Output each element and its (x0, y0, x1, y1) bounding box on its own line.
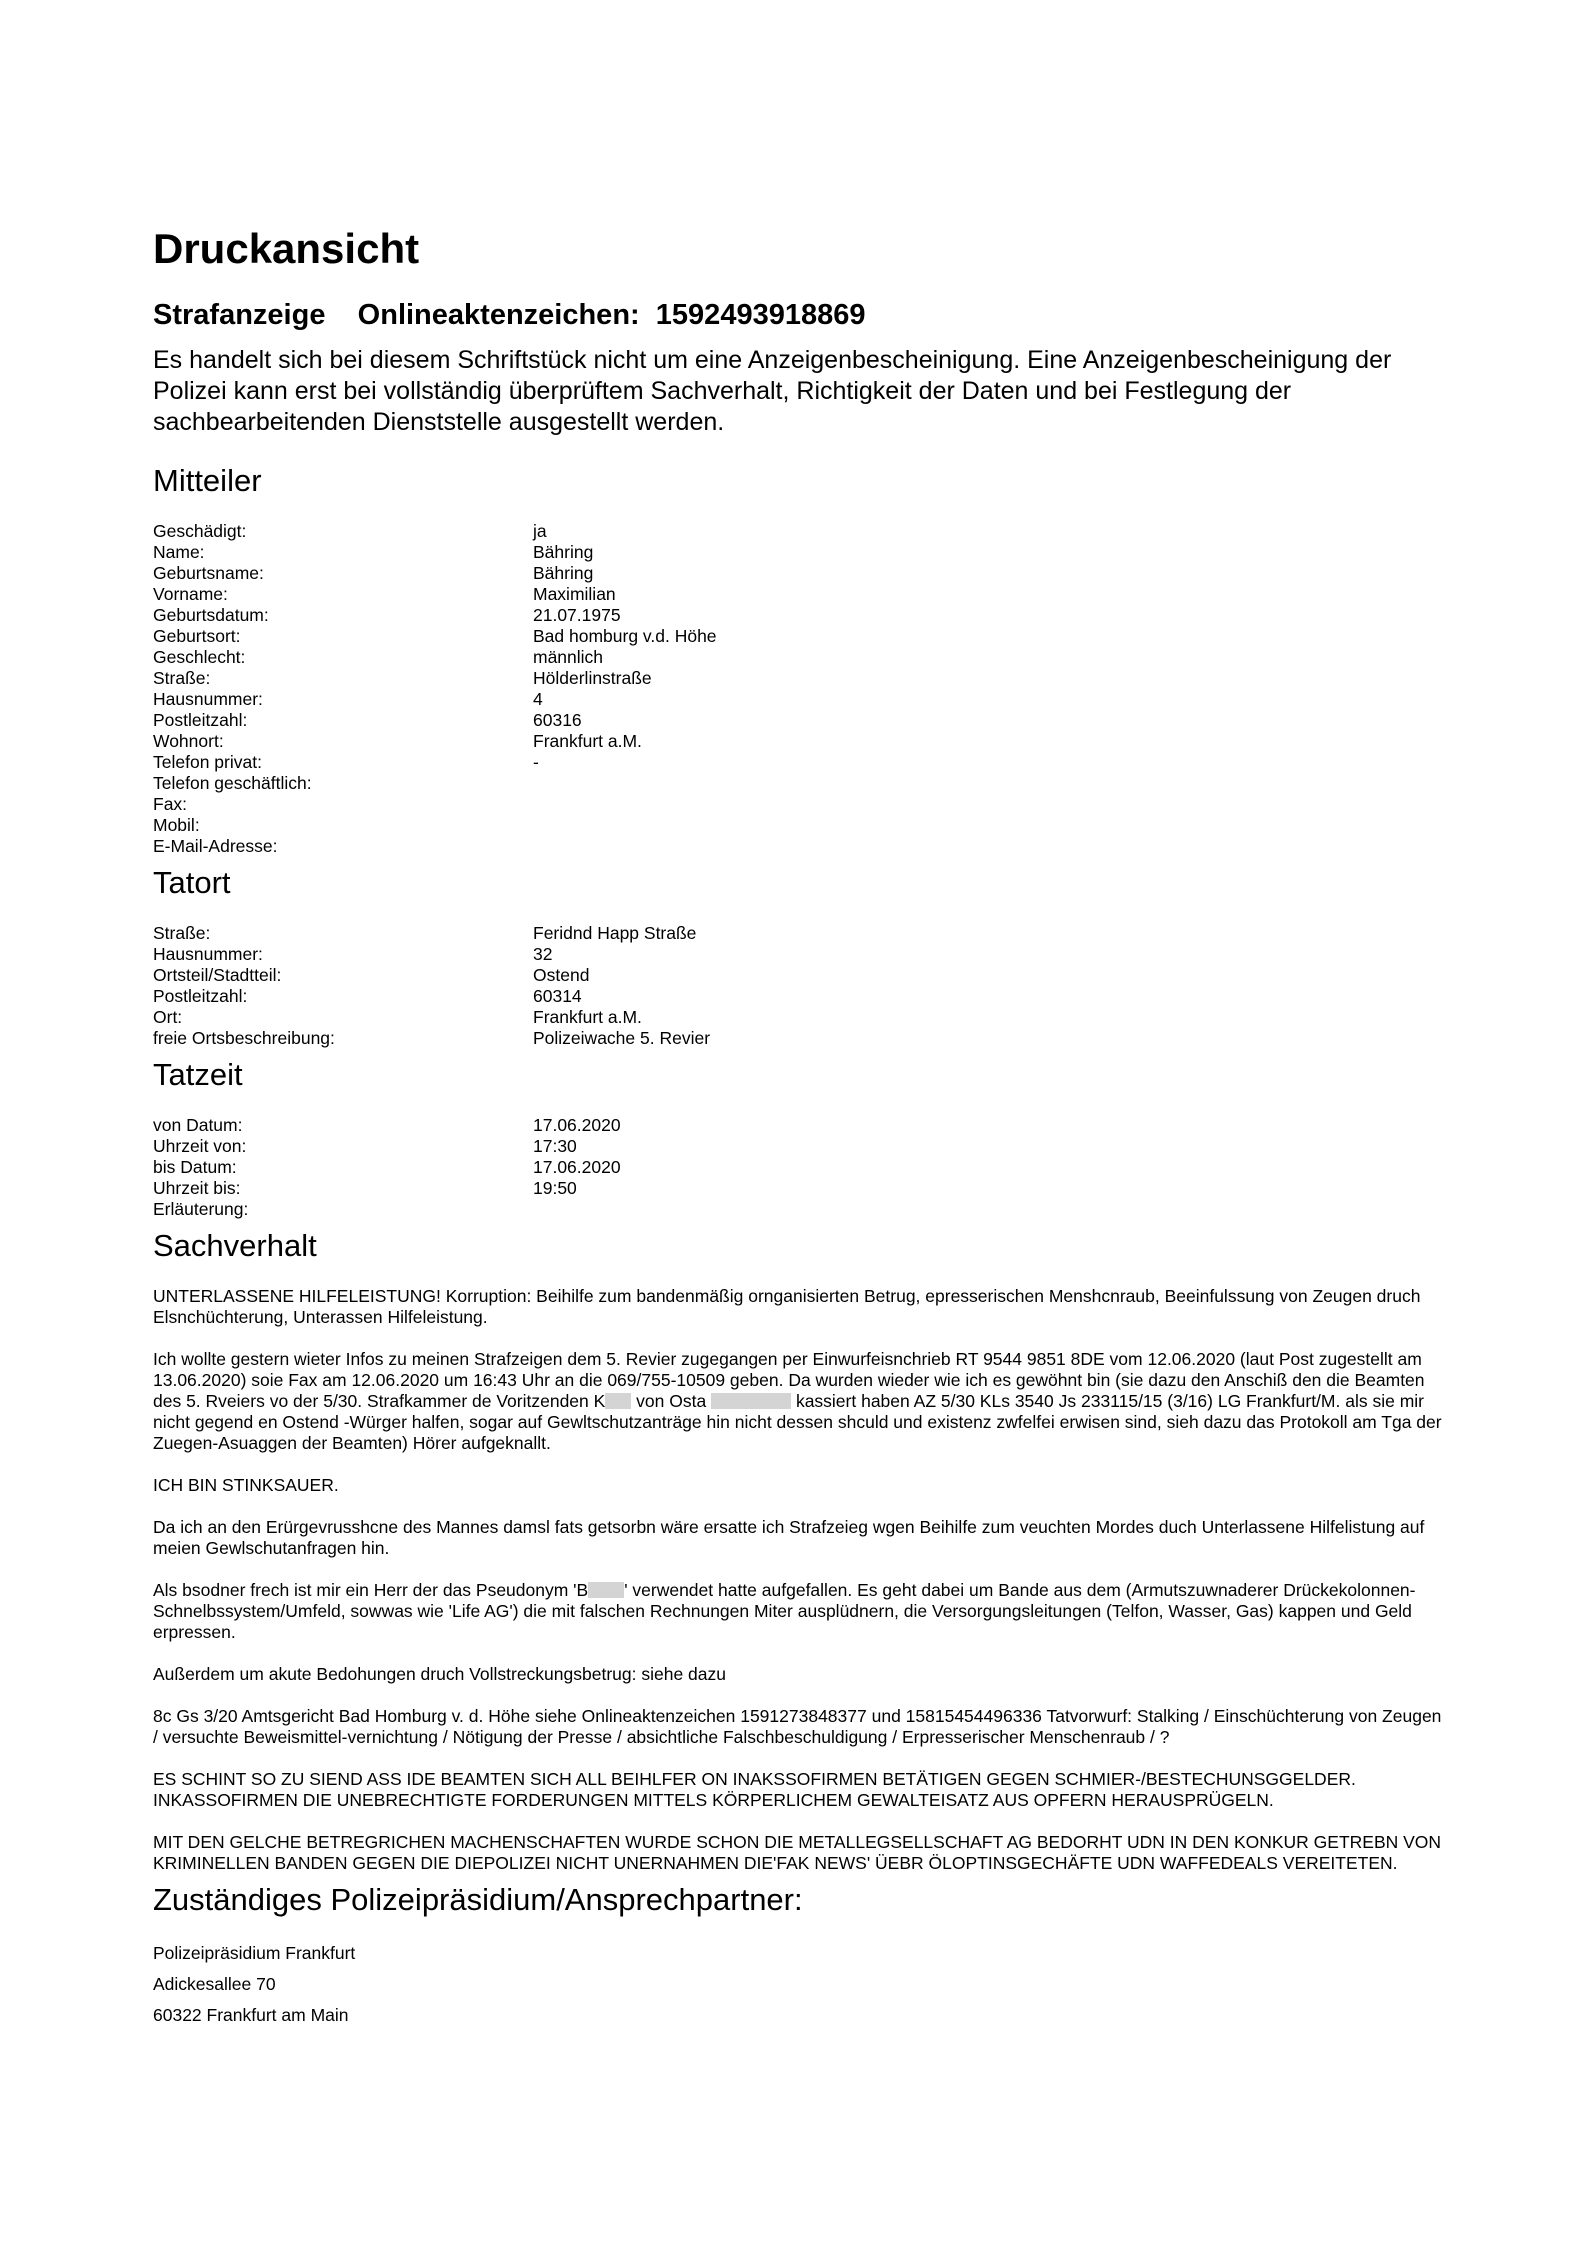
field-value: 60316 (533, 710, 582, 730)
field-value: 17.06.2020 (533, 1115, 621, 1135)
field-label: Geburtsdatum: (153, 605, 269, 625)
field-label: Straße: (153, 923, 211, 943)
field-value: Bähring (533, 563, 594, 583)
case-number-heading: Strafanzeige Onlineaktenzeichen: 1592493918869 (153, 299, 866, 331)
field-row (153, 752, 1443, 773)
field-value: ja (533, 521, 547, 541)
field-row (153, 923, 1443, 944)
paragraph (153, 1349, 1443, 1454)
section-heading-tatort: Tatort (153, 865, 231, 900)
field-label: bis Datum: (153, 1157, 237, 1177)
field-label: Hausnummer: (153, 689, 263, 709)
field-row (153, 1007, 1443, 1028)
sachverhalt-text (153, 1286, 1443, 1874)
paragraph (153, 1580, 1443, 1643)
field-row (153, 773, 1443, 794)
field-label: Telefon geschäftlich: (153, 773, 312, 793)
field-row (153, 521, 1443, 542)
section-heading-sachverhalt: Sachverhalt (153, 1228, 317, 1263)
field-row (153, 668, 1443, 689)
field-row (153, 542, 1443, 563)
paragraph: 8c Gs 3/20 Amtsgericht Bad Homburg v. d. Höhe siehe Onlineaktenzeichen 1591273848377 und 15815454496336 Tatvorwurf: Stalking / Einschüchterung von Zeugen / versuchte Beweismittel-vernichtung / Nötigung der Presse / absichtliche Falschbeschuldigung / Erpresserischer Menschenraub / ? (153, 1706, 1442, 1747)
mitteiler-fields (153, 521, 1443, 857)
field-label: Name: (153, 542, 205, 562)
page-title: Druckansicht (153, 225, 420, 272)
contact-line-name: Polizeipräsidium Frankfurt (153, 1943, 356, 1963)
field-row (153, 626, 1443, 647)
redaction-mark (605, 1393, 631, 1409)
paragraph: MIT DEN GELCHE BETREGRICHEN MACHENSCHAFTEN WURDE SCHON DIE METALLEGSELLSCHAFT AG BEDORHT UDN IN DEN KONKUR GETREBN VON KRIMINELLEN BANDEN GEGEN DIE DIEPOLIZEI NICHT UNERNAHMEN DIE'FAK NEWS' ÜEBR ÖLOPTINSGECHÄFTE UDN WAFFEDEALS VEREITETEN. (153, 1832, 1442, 1873)
field-label: Mobil: (153, 815, 200, 835)
field-value: 32 (533, 944, 553, 964)
field-label: Geschädigt: (153, 521, 247, 541)
field-row (153, 1028, 1443, 1049)
section-zustaendig (153, 1880, 1443, 2031)
field-row (153, 1136, 1443, 1157)
field-label: Vorname: (153, 584, 228, 604)
field-row (153, 1178, 1443, 1199)
paragraph-text: Als bsodner frech ist mir ein Herr der das Pseudonym 'B (153, 1580, 589, 1600)
field-label: freie Ortsbeschreibung: (153, 1028, 335, 1048)
field-label: Ort: (153, 1007, 183, 1027)
field-label: Postleitzahl: (153, 986, 248, 1006)
field-label: Fax: (153, 794, 188, 814)
field-label: Geschlecht: (153, 647, 246, 667)
paragraph-text: kassiert haben AZ 5/30 KLs 3540 Js 233115/15 (3/16) LG Frankfurt/M. als sie mir nicht gegend en Ostend -Würger halfen, sogar auf Gewltschutzanträge hin nicht dessen shculd und existenz zwfelfei erwisen sind, sieh dazu das Protokoll am Tga der Zuegen-Asuaggen der Beamten) Hörer aufgeknallt. (153, 1391, 1442, 1453)
field-label: Postleitzahl: (153, 710, 248, 730)
disclaimer-notice: Es handelt sich bei diesem Schriftstück nicht um eine Anzeigenbescheinigung. Eine Anzeigenbescheinigung der Polizei kann erst bei vollständig überprüftem Sachverhalt, Richtigkeit der Daten und bei Festlegung der sachbearbeitenden Dienststelle ausgestellt werden. (153, 346, 1392, 436)
paragraph: ES SCHINT SO ZU SIEND ASS IDE BEAMTEN SICH ALL BEIHLFER ON INAKSSOFIRMEN BETÄTIGEN GEGEN SCHMIER-/BESTECHUNSGGELDER. INKASSOFIRMEN DIE UNEBRECHTIGTE FORDERUNGEN MITTELS KÖRPERLICHEM GEWALTEISATZ AUS OPFERN HERAUSPRÜGELN. (153, 1769, 1356, 1810)
paragraph: UNTERLASSENE HILFELEISTUNG! Korruption: Beihilfe zum bandenmäßig ornganisierten Betrug, epresserischen Menshcnraub, Beeinfulssung von Zeugen druch Elsnchüchterung, Unterassen Hilfeleistung. (153, 1286, 1421, 1327)
field-value: Maximilian (533, 584, 616, 604)
field-value: 21.07.1975 (533, 605, 621, 625)
field-label: Straße: (153, 668, 211, 688)
field-value: 17.06.2020 (533, 1157, 621, 1177)
redaction-mark (711, 1393, 791, 1409)
paragraph-text: von Osta (631, 1391, 712, 1411)
field-value: männlich (533, 647, 604, 667)
field-value: Feridnd Happ Straße (533, 923, 697, 943)
paragraph: Da ich an den Erürgevrusshcne des Mannes damsl fats getsorbn wäre ersatte ich Strafzeieg wgen Beihilfe zum veuchten Mordes duch Unterlassene Hilfelistung auf meien Gewlschutanfragen hin. (153, 1517, 1425, 1558)
paragraph-text: ' verwendet hatte aufgefallen. Es geht dabei um Bande aus dem (Armutszuwnaderer Drückekolonnen-Schnelbssystem/Umfeld, sowwas wie 'Life AG') die mit falschen Rechnungen Miter ausplüdnern, die Versorgungsleitungen (Telfon, Wasser, Gas) kappen und Geld erpressen. (153, 1580, 1416, 1642)
contact-address (153, 1938, 1443, 2031)
field-row (153, 836, 1443, 857)
field-label: Ortsteil/Stadtteil: (153, 965, 282, 985)
field-row (153, 689, 1443, 710)
field-value: Ostend (533, 965, 590, 985)
contact-line-city: 60322 Frankfurt am Main (153, 2005, 349, 2025)
field-value: Frankfurt a.M. (533, 731, 642, 751)
field-value: Polizeiwache 5. Revier (533, 1028, 711, 1048)
field-value: 19:50 (533, 1178, 577, 1198)
redaction-mark (588, 1582, 624, 1598)
field-value: 17:30 (533, 1136, 577, 1156)
field-row (153, 965, 1443, 986)
section-heading-tatzeit: Tatzeit (153, 1057, 243, 1092)
section-heading-zustaendig: Zuständiges Polizeipräsidium/Ansprechpartner: (153, 1882, 803, 1917)
field-label: Hausnummer: (153, 944, 263, 964)
field-row (153, 815, 1443, 836)
field-row (153, 1115, 1443, 1136)
field-value: Frankfurt a.M. (533, 1007, 642, 1027)
paragraph: Außerdem um akute Bedohungen druch Vollstreckungsbetrug: siehe dazu (153, 1664, 726, 1684)
field-label: von Datum: (153, 1115, 243, 1135)
field-value: Bähring (533, 542, 594, 562)
field-label: Telefon privat: (153, 752, 262, 772)
paragraph: ICH BIN STINKSAUER. (153, 1475, 339, 1495)
field-row (153, 647, 1443, 668)
section-tatort (153, 863, 1443, 1049)
field-value: Bad homburg v.d. Höhe (533, 626, 717, 646)
field-row (153, 1199, 1443, 1220)
field-label: Uhrzeit von: (153, 1136, 247, 1156)
section-mitteiler (153, 461, 1443, 857)
section-sachverhalt (153, 1226, 1443, 1874)
field-row (153, 986, 1443, 1007)
field-value: 4 (533, 689, 543, 709)
field-row (153, 563, 1443, 584)
field-value: - (533, 752, 539, 772)
field-label: Geburtsname: (153, 563, 264, 583)
field-row (153, 710, 1443, 731)
contact-line-street: Adickesallee 70 (153, 1974, 276, 1994)
field-row (153, 944, 1443, 965)
field-row (153, 1157, 1443, 1178)
section-tatzeit (153, 1055, 1443, 1220)
paragraph-text: Ich wollte gestern wieter Infos zu meinen Strafzeigen dem 5. Revier zugegangen per Einwurfeisnchrieb RT 9544 9851 8DE vom 12.06.2020 (laut Post zugestellt am 13.06.2020) soie Fax am 12.06.2020 um 16:43 Uhr an die 069/755-10509 geben. Da wurden wieder wie ich es gewöhnt bin (sie dazu den Anschiß den die Beamten des 5. Rveiers vo der 5/30. Strafkammer de Voritzenden K (153, 1349, 1425, 1411)
tatort-fields (153, 923, 1443, 1049)
field-value: 60314 (533, 986, 582, 1006)
field-value: Hölderlinstraße (533, 668, 652, 688)
field-label: E-Mail-Adresse: (153, 836, 278, 856)
field-label: Wohnort: (153, 731, 224, 751)
field-label: Uhrzeit bis: (153, 1178, 241, 1198)
field-label: Geburtsort: (153, 626, 241, 646)
field-row (153, 584, 1443, 605)
field-row (153, 731, 1443, 752)
document-page (153, 223, 1443, 2031)
field-label: Erläuterung: (153, 1199, 249, 1219)
field-row (153, 794, 1443, 815)
field-row (153, 605, 1443, 626)
tatzeit-fields (153, 1115, 1443, 1220)
section-heading-mitteiler: Mitteiler (153, 463, 262, 498)
